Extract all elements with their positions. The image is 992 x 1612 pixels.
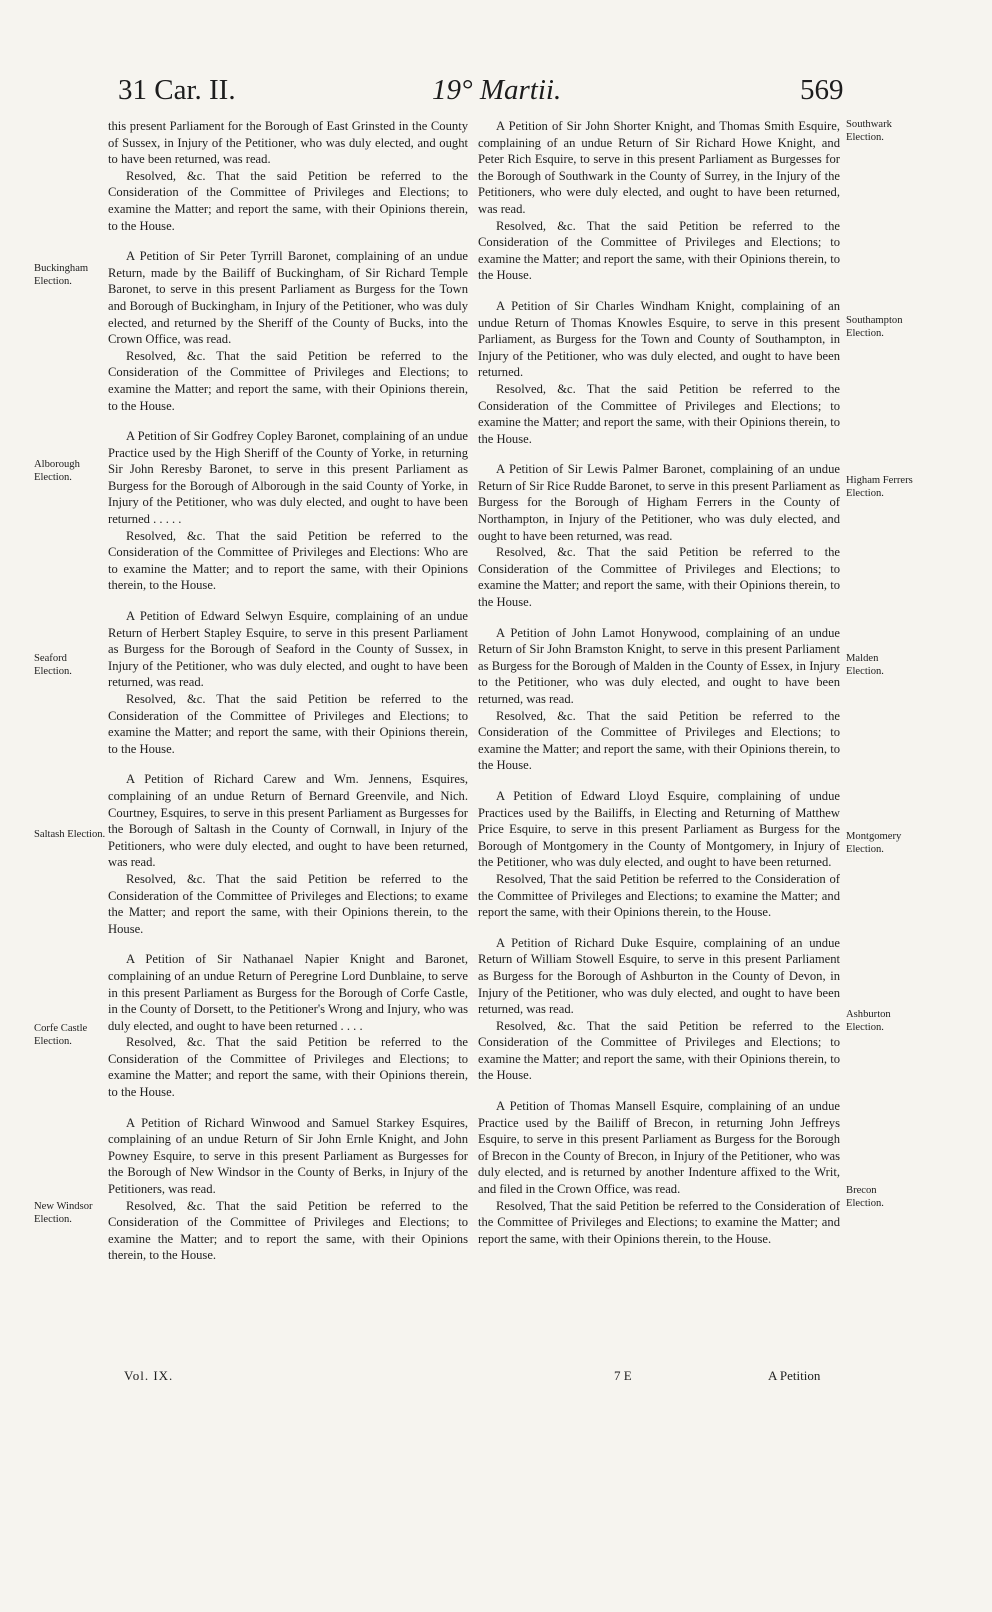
resolution-text: Resolved, &c. That the said Petition be referred to the Consideration of the Committee of Privileges and Elections; to examine the Matter; and to report the same, with their Opinions therein, to the House. [108, 1198, 468, 1263]
petition-entry [108, 951, 468, 1100]
resolution-text: Resolved, &c. That the said Petition be referred to the Consideration of the Committee of Privileges and Elections; to examine the Matter; and report the same, with their Opinions therein, to the House. [478, 708, 840, 773]
margin-note-buckingham: Buckingham Election. [34, 263, 89, 287]
margin-note-saltash: Saltash Election. [34, 829, 106, 840]
right-column [478, 118, 840, 1261]
petition-entry [478, 298, 840, 447]
petition-entry [108, 608, 468, 757]
petition-text: A Petition of Richard Duke Esquire, complaining of an undue Return of William Stowell Esquire, to serve in this present Parliament as Burgess for the Borough of Ashburton in the County of Devon, in Injury of the Petitioner, who was duly elected, and ought to have been returned, was read. [478, 935, 840, 1017]
petition-text: A Petition of Richard Carew and Wm. Jennens, Esquires, complaining of an undue Return of Bernard Greenvile, and Nich. Courtney, Esquires, to serve in this present Parliament as Burgesses for the Borough of Saltash in the County of Cornwall, in Injury of the Petitioners, who were duly elected, and ought to have been returned, was read. [108, 772, 468, 870]
date-header: 19° Martii. [432, 74, 562, 106]
resolution-text: Resolved, &c. That the said Petition be referred to the Consideration of the Committee of Privileges and Elections; to examine the Matter; and report the same, with their Opinions therein, to the House. [478, 1018, 840, 1083]
margin-note-montgomery: Montgomery Election. [846, 831, 902, 855]
catchword: A Petition [768, 1368, 821, 1383]
margin-note-higham-ferrers: Higham Ferrers Election. [846, 475, 913, 499]
petition-entry [108, 428, 468, 594]
resolution-text: Resolved, &c. That the said Petition be referred to the Consideration of the Committee of Privileges and Elections; to examine the Matter; and report the same, with their Opinions therein, to the House. [108, 348, 468, 413]
margin-note-corfe-castle: Corfe Castle Election. [34, 1023, 88, 1047]
petition-text: A Petition of Sir Godfrey Copley Baronet, complaining of an undue Practice used by the High Sheriff of the County of Yorke, in returning Sir John Reresby Baronet, to serve in this present Parliament as Burgess for the Borough of Alborough in the said County of Yorke, in Injury of the Petitioner, who was duly elected, and ought to have been returned . . . . . [108, 429, 468, 527]
margin-note-new-windsor: New Windsor Election. [34, 1201, 93, 1225]
resolution-text: Resolved, &c. That the said Petition be referred to the Consideration of the Committee of Privileges and Elections; to examine the Matter; and report the same, with their Opinions therein, to the House. [478, 381, 840, 446]
petition-entry [478, 461, 840, 610]
continued-petition-text: this present Parliament for the Borough of East Grinsted in the County of Sussex, in Injury of the Petitioner, who was duly elected, and ought to have been returned, was read. [108, 119, 468, 167]
petition-entry [108, 1115, 468, 1264]
resolution-text: Resolved, &c. That the said Petition be referred to the Consideration of the Committee of Privileges and Elections; to exame the Matter; and report the same, with their Opinions therein, to the House. [108, 871, 468, 936]
resolution-text: Resolved, &c. That the said Petition be referred to the Consideration of the Committee of Privileges and Elections; to examine the Matter; and report the same, with their Opinions therein, to the House. [478, 218, 840, 283]
petition-entry [478, 788, 840, 921]
petition-entry [108, 248, 468, 414]
petition-text: A Petition of Sir Peter Tyrrill Baronet, complaining of an undue Return, made by the Bailiff of Buckingham, of Sir Richard Temple Baronet, to serve in this present Parliament as Burgess for the Town and Borough of Buckingham, in Injury of the Petitioner, who was duly elected, and returned by the Sheriff of the County of Bucks, into the Crown Office, was read. [108, 249, 468, 347]
petition-text: A Petition of Edward Selwyn Esquire, complaining of an undue Return of Herbert Stapley Esquire, to serve in this present Parliament as Burgess for the Borough of Seaford in the County of Sussex, in Injury of the Petitioner, who was duly elected, and ought to have been returned, was read. [108, 609, 468, 690]
continued-entry [108, 118, 468, 234]
margin-note-alborough: Alborough Election. [34, 459, 80, 483]
margin-note-malden: Malden Election. [846, 653, 884, 677]
margin-note-seaford: Seaford Election. [34, 653, 72, 677]
resolution-text: Resolved, That the said Petition be referred to the Consideration of the Committee of Privileges and Elections; to examine the Matter; and report the same, with their Opinions therein, to the House. [478, 1198, 840, 1246]
resolution-text: Resolved, &c. That the said Petition be referred to the Consideration of the Committee of Privileges and Elections; to examine the Matter; and report the same, with their Opinions therein, to the House. [108, 1035, 468, 1100]
margin-note-southampton: Southampton Election. [846, 315, 903, 339]
petition-entry [478, 935, 840, 1084]
petition-text: A Petition of Edward Lloyd Esquire, complaining of undue Practices used by the Bailiffs, in Electing and Returning of Matthew Price Esquire, to serve in this present Parliament as Burgess for the Borough of Montgomery in the County of Montgomery, in Injury of the Petitioner, who was duly elected, and ought to have been returned. [478, 788, 840, 870]
petition-text: A Petition of Thomas Mansell Esquire, complaining of an undue Practice used by the Bailiff of Brecon, in returning John Jeffreys Esquire, to serve in this present Parliament as Burgess for the Borough of Brecon in the County of Brecon, in Injury of the Petitioner, who was duly elected, and is returned by another Indenture affixed to the Writ, and filed in the Crown Office, was read. [478, 1099, 840, 1197]
petition-text: A Petition of John Lamot Honywood, complaining of an undue Return of Sir John Bramston Knight, to serve in this present Parliament as Burgess for the Borough of Malden in the County of Essex, in Injury to the Petitioner, who was duly elected, and ought to have been returned, was read. [478, 625, 840, 706]
petition-entry [478, 1098, 840, 1247]
resolution-text: Resolved, &c. That the said Petition be referred to the Consideration of the Committee of Privileges and Elections: Who are to examine the Matter; and to report the same, with their Opinions therein, to the House. [108, 528, 468, 593]
petition-entry [478, 118, 840, 284]
left-column [108, 118, 468, 1278]
margin-note-southwark: Southwark Election. [846, 119, 892, 143]
resolution-text: Resolved, &c. That the said Petition be referred to the Consideration of the Committee of Privileges and Elections; to examine the Matter; and report the same, with their Opinions therein, to the House. [478, 545, 840, 610]
page-number: 569 [800, 74, 844, 106]
volume-label: Vol. IX. [124, 1368, 174, 1383]
signature-mark: 7 E [614, 1368, 632, 1383]
resolution-text: Resolved, That the said Petition be referred to the Consideration of the Committee of Privileges and Elections; to examine the Matter; and report the same, with their Opinions therein, to the House. [478, 871, 840, 920]
petition-entry [478, 625, 840, 774]
petition-text: A Petition of Sir John Shorter Knight, and Thomas Smith Esquire, complaining of an undue Return of Sir Richard Howe Knight, and Peter Rich Esquire, to serve in this present Parliament as Burgesses for the Borough of Southwark in the County of Surrey, in the Injury of the Petitioners, who were duly elected, and ought to have been returned, was read. [478, 119, 840, 216]
regnal-year-header: 31 Car. II. [118, 74, 236, 106]
margin-note-brecon: Brecon Election. [846, 1185, 884, 1209]
petition-text: A Petition of Sir Lewis Palmer Baronet, complaining of an undue Return of Sir Rice Rudde Baronet, to serve in this present Parliament as Burgess for the Borough of Higham Ferrers in the County of Northampton, in Injury of the Petitioner, who was duly elected, and ought to have been returned, was read. [478, 462, 840, 543]
margin-note-ashburton: Ashburton Election. [846, 1009, 891, 1033]
resolution-text: Resolved, &c. That the said Petition be referred to the Consideration of the Committee of Privileges and Elections; to examine the Matter; and report the same, with their Opinions therein, to the House. [108, 168, 468, 233]
petition-text: A Petition of Sir Nathanael Napier Knight and Baronet, complaining of an undue Return of Peregrine Lord Dunblaine, to serve in this present Parliament as Burgess for the Borough of Corfe Castle, in the County of Dorsett, to the Petitioner's Wrong and Injury, who was duly elected, and ought to have been returned . . . . [108, 952, 468, 1033]
petition-text: A Petition of Sir Charles Windham Knight, complaining of an undue Return of Thomas Knowles Esquire, to serve in this present Parliament, as Burgess for the Town and County of Southampton, in Injury of the Petitioner, who was duly elected, and ought to have been returned. [478, 298, 840, 380]
petition-text: A Petition of Richard Winwood and Samuel Starkey Esquires, complaining of an undue Return of Sir John Ernle Knight, and John Powney Esquire, to serve in this present Parliament as Burgesses for the Borough of New Windsor in the County of Berks, in Injury of the Petitioners, was read. [108, 1115, 468, 1197]
petition-entry [108, 771, 468, 937]
resolution-text: Resolved, &c. That the said Petition be referred to the Consideration of the Committee of Privileges and Elections; to examine the Matter; and report the same, with their Opinions therein, to the House. [108, 692, 468, 756]
